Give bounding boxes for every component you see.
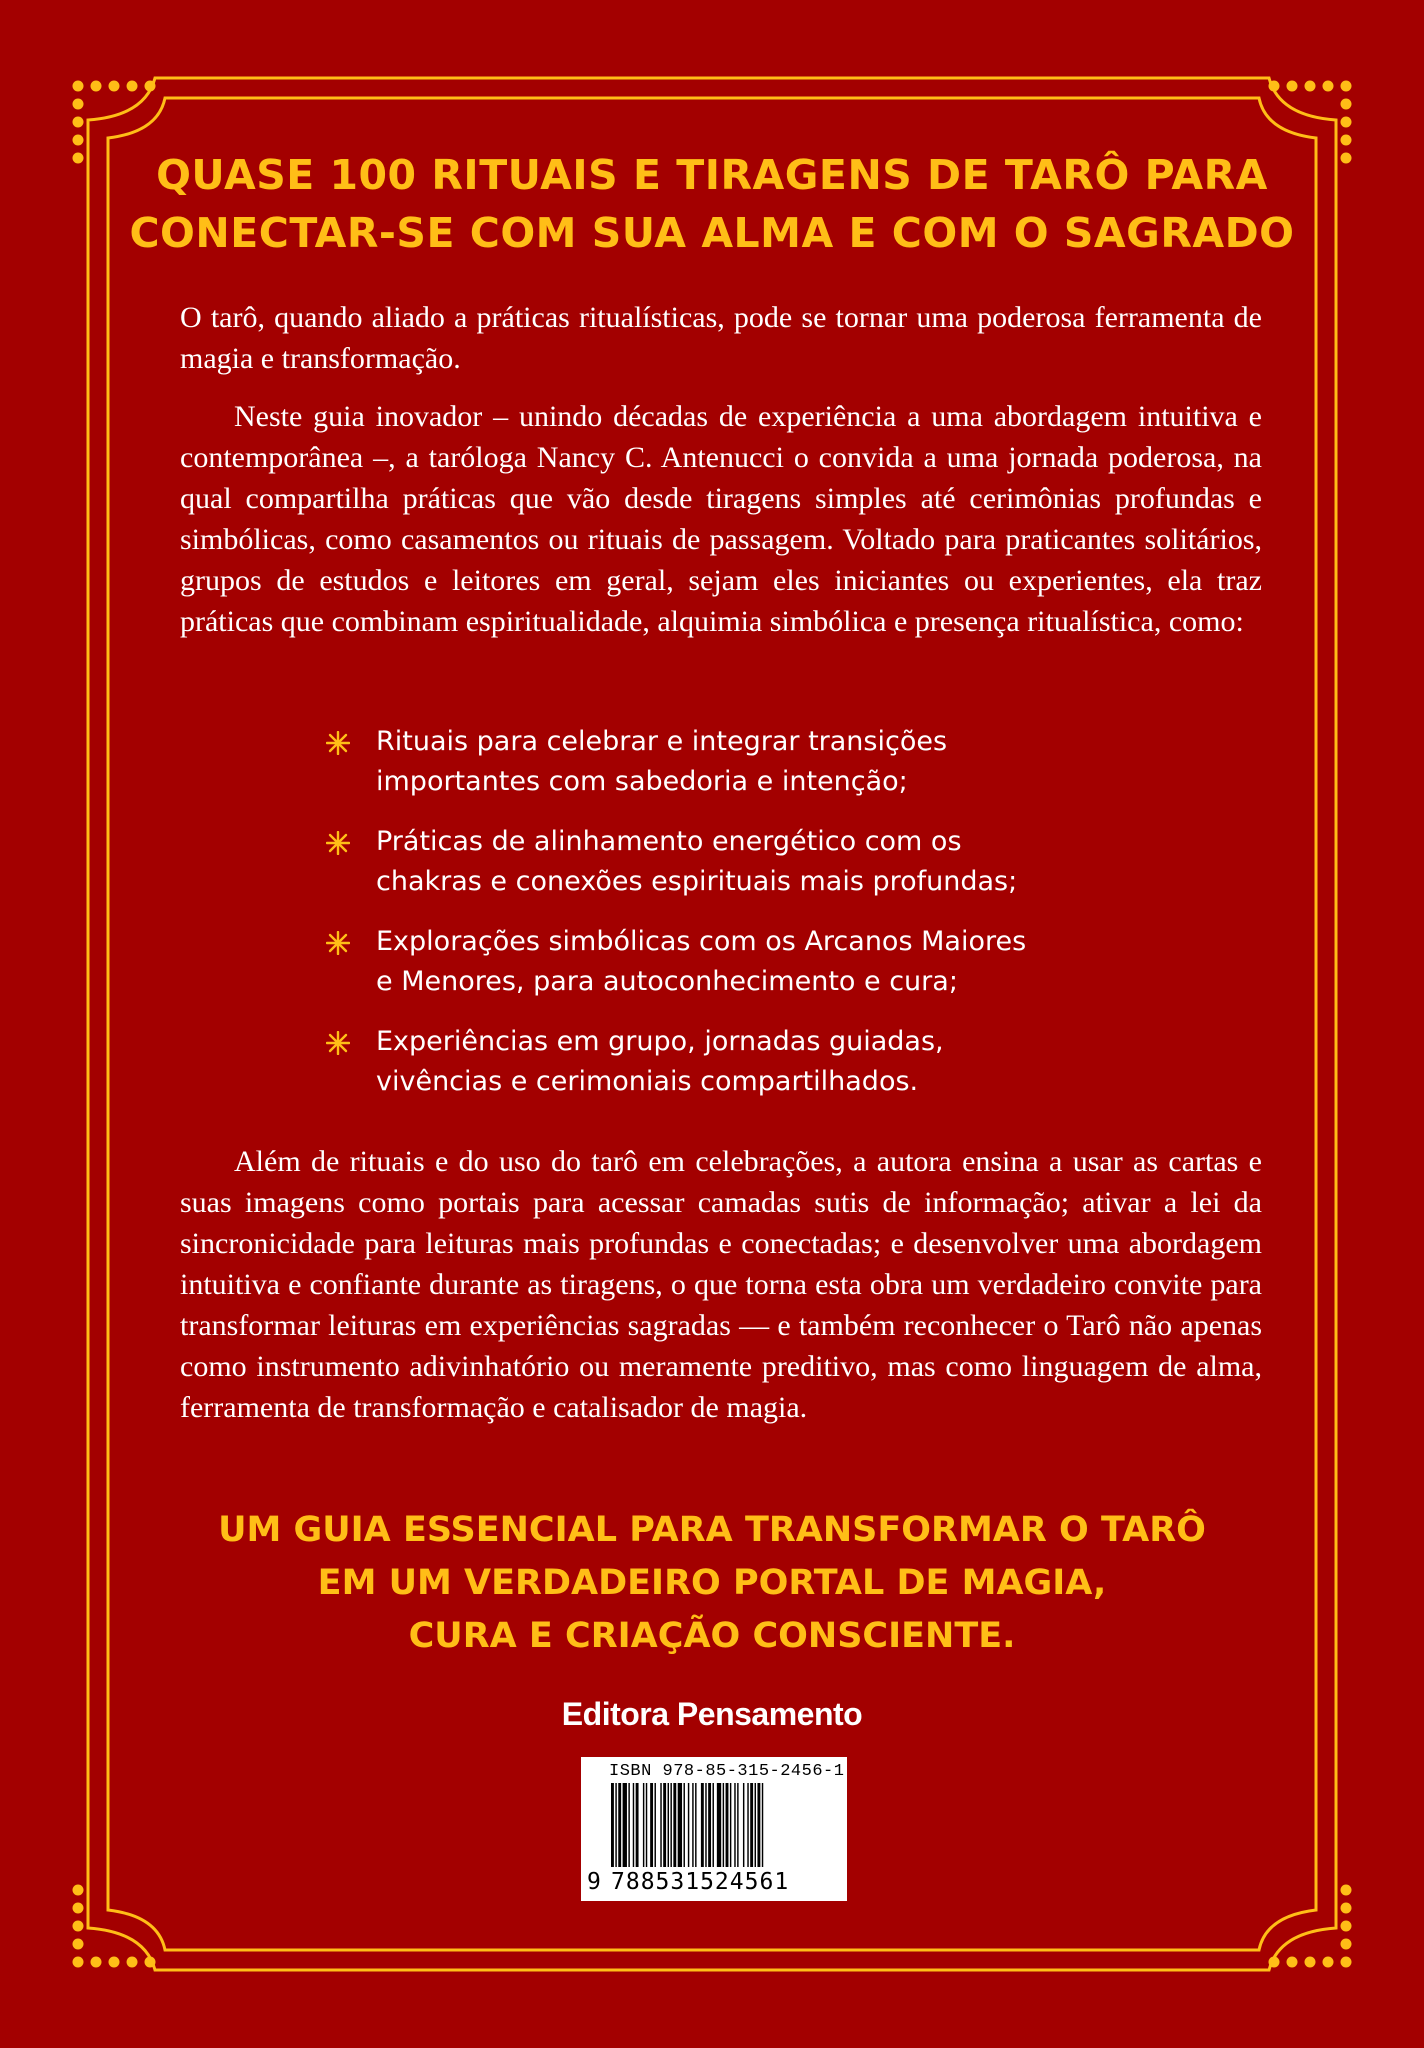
bullet-text-line-2: e Menores, para autoconhecimento e cura; (376, 966, 958, 997)
bullet-text-line-2: vivências e cerimoniais compartilhados. (376, 1066, 919, 1097)
barcode-bar (646, 1783, 647, 1867)
ornament-dot (1341, 1885, 1352, 1896)
barcode-bar (717, 1783, 721, 1867)
main-paragraph: Neste guia inovador – unindo décadas de experiência a uma abordagem intuitiva e contemporânea –, a taróloga Nancy C. Antenucci o convida a uma jornada poderosa, na qual compartilha práticas que vão desde tiragens simples até cerimônias profundas e simbólicas, como casamentos ou rituais de passagem. Voltado para praticantes solitários, grupos de estudos e leitores em geral, sejam eles iniciantes ou experientes, ela traz práticas que combinam espiritualidade, alquimia simbólica e presença ritualística, como: (180, 400, 1262, 638)
ornament-dot (1287, 81, 1298, 92)
ornament-dot (73, 1939, 84, 1950)
barcode-bar (655, 1783, 656, 1867)
ornament-dot (127, 1957, 138, 1968)
list-item (326, 922, 1126, 1002)
ornament-dot (73, 1885, 84, 1896)
barcode-bar (747, 1783, 748, 1867)
ornament-dot (127, 81, 138, 92)
barcode-bar (734, 1783, 735, 1867)
ornament-dot (1341, 117, 1352, 128)
bullet-text-line-2: importantes com sabedoria e intenção; (376, 766, 908, 797)
barcode-digits-rest: 788531524561 (611, 1869, 790, 1895)
sparkle-icon (326, 731, 350, 755)
barcode-bar (615, 1783, 616, 1867)
barcode-first-digit: 9 (587, 1869, 602, 1895)
barcode-bar (755, 1783, 756, 1867)
barcode-bar (623, 1783, 627, 1867)
ornament-dot (1305, 81, 1316, 92)
bullet-text-line-1: Experiências em grupo, jornadas guiadas, (376, 1026, 944, 1057)
isbn-label: ISBN 978-85-315-2456-1 (609, 1762, 845, 1781)
ornament-dot (73, 1921, 84, 1932)
ornament-dot (1341, 1921, 1352, 1932)
ornament-dot (145, 81, 156, 92)
ornament-dot (73, 1957, 84, 1968)
headline (120, 146, 1304, 262)
barcode-bar (611, 1783, 614, 1867)
publisher-name: Editora Pensamento (561, 1696, 863, 1732)
barcode-bar (730, 1783, 731, 1867)
barcode-bar (650, 1783, 653, 1867)
ornament-dot (73, 99, 84, 110)
barcode-bar (636, 1783, 639, 1867)
ornament-dot (1269, 1957, 1280, 1968)
ornament-dot (1341, 135, 1352, 146)
barcode-bar (688, 1783, 689, 1867)
ornament-dot (1341, 1957, 1352, 1968)
barcode-bar (726, 1783, 729, 1867)
barcode-bars (611, 1783, 821, 1875)
sparkle-icon (326, 1031, 350, 1055)
bullet-list (326, 722, 1126, 1122)
barcode-bar (757, 1783, 760, 1867)
closing-tagline (150, 1504, 1274, 1663)
ornament-dot (1341, 1903, 1352, 1914)
ornament-dot (73, 117, 84, 128)
list-item (326, 822, 1126, 902)
sparkle-icon (326, 931, 350, 955)
ornament-dot (145, 1957, 156, 1968)
barcode-bar (713, 1783, 714, 1867)
barcode-bar (750, 1783, 753, 1867)
ornament-dot (1323, 81, 1334, 92)
tagline-line-2: EM UM VERDADEIRO PORTAL DE MAGIA, (317, 1563, 1107, 1603)
barcode-bar (663, 1783, 666, 1867)
barcode-bar (737, 1783, 738, 1867)
ornament-dot (91, 1957, 102, 1968)
ornament-dot (109, 81, 120, 92)
tagline-line-3: CURA E CRIAÇÃO CONSCIENTE. (408, 1616, 1016, 1656)
bullet-text-line-2: chakras e conexões espirituais mais profundas; (376, 866, 1018, 897)
barcode-bar (705, 1783, 706, 1867)
ornament-dot (1287, 1957, 1298, 1968)
headline-line-2: CONECTAR-SE COM SUA ALMA E COM O SAGRADO (129, 209, 1295, 257)
ornament-dot (91, 81, 102, 92)
ornament-dot (73, 153, 84, 164)
barcode-bar (723, 1783, 724, 1867)
barcode-bar (678, 1783, 682, 1867)
barcode-bar (684, 1783, 685, 1867)
tagline-line-1: UM GUIA ESSENCIAL PARA TRANSFORMAR O TARÔ (218, 1510, 1206, 1550)
ornament-dot (73, 135, 84, 146)
barcode-bar (668, 1783, 669, 1867)
ornament-dot (1341, 153, 1352, 164)
ornament-dot (109, 1957, 120, 1968)
barcode-bar (633, 1783, 634, 1867)
ornament-dot (73, 81, 84, 92)
sparkle-icon (326, 831, 350, 855)
intro-paragraph: O tarô, quando aliado a práticas ritualísticas, pode se tornar uma poderosa ferramenta de magia e transformação. (180, 301, 1262, 375)
barcode-bar (743, 1783, 744, 1867)
headline-line-1: QUASE 100 RITUAIS E TIRAGENS DE TARÔ PARA (156, 151, 1268, 199)
barcode-bar (670, 1783, 671, 1867)
barcode-bar (618, 1783, 621, 1867)
ornament-dot (1305, 1957, 1316, 1968)
barcode-bar (673, 1783, 676, 1867)
list-item (326, 722, 1126, 802)
ornament-dot (73, 1903, 84, 1914)
barcode-bar (628, 1783, 629, 1867)
ornament-dot (1269, 81, 1280, 92)
barcode-bar (695, 1783, 696, 1867)
closing-paragraph: Além de rituais e do uso do tarô em celebrações, a autora ensina a usar as cartas e suas imagens como portais para acessar camadas sutis de informação; ativar a lei da sincronicidade para leituras mais profundas e conectadas; e desenvolver uma abordagem intuitiva e confiante durante as tiragens, o que torna esta obra um verdadeiro convite para transformar leituras em experiências sagradas — e também reconhecer o Tarô não apenas como instrumento adivinhatório ou meramente preditivo, mas como linguagem de alma, ferramenta de transformação e catalisador de magia. (180, 1145, 1262, 1424)
bullet-text-line-1: Explorações simbólicas com os Arcanos Maiores (376, 926, 1027, 957)
barcode-bar (708, 1783, 711, 1867)
barcode-bar (643, 1783, 644, 1867)
barcode-bar (701, 1783, 704, 1867)
bullet-text-line-1: Rituais para celebrar e integrar transições (376, 726, 948, 757)
isbn-barcode (581, 1757, 847, 1901)
barcode-bar (762, 1783, 763, 1867)
barcode-bar (692, 1783, 693, 1867)
barcode-bar (660, 1783, 661, 1867)
list-item (326, 1022, 1126, 1102)
ornament-dot (1323, 1957, 1334, 1968)
ornament-dot (1341, 1939, 1352, 1950)
ornament-dot (1341, 99, 1352, 110)
bullet-text-line-1: Práticas de alinhamento energético com os (376, 826, 962, 857)
ornament-dot (1341, 81, 1352, 92)
